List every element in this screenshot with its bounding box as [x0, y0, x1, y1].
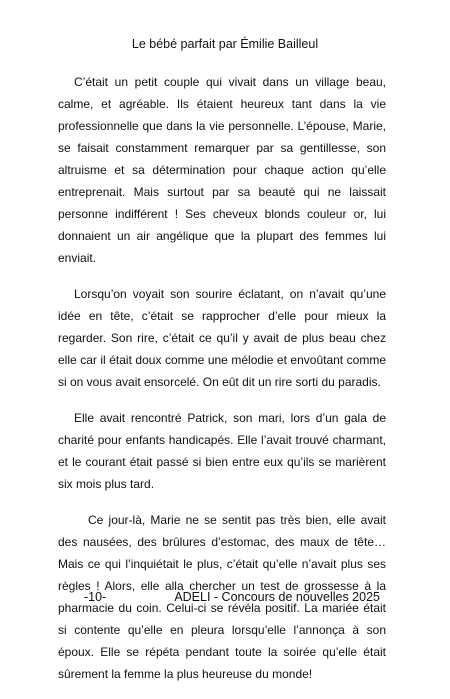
paragraph-4: Ce jour-là, Marie ne se sentit pas très bien, elle avait des nausées, des brûlures d’estomac, des maux de tête… Mais ce qui l’inquiétait le plus, c’était qu’elle n’avait plus ses règles ! Alors, elle alla chercher un test de grossesse à la pharmacie du coin. Celui-ci se révéla positif. La mariée était si contente qu’elle en pleura lorsqu’elle l’annonça à son époux. Elle se répéta pendant toute la soirée qu’elle était sûrement la femme la plus heureuse du monde! [58, 513, 386, 681]
page-number: -10- [84, 590, 107, 604]
paragraph-3: Elle avait rencontré Patrick, son mari, lors d’un gala de charité pour enfants handicapés. Elle l’avait trouvé charmant, et le courant était passé si bien entre eux qu’ils se marièrent six mois plus tard. [58, 411, 386, 491]
footer-source: ADELI - Concours de nouvelles 2025 [174, 590, 380, 604]
document-title: Le bébé parfait par Émilie Bailleul [131, 37, 319, 51]
paragraph-2: Lorsqu’on voyait son sourire éclatant, on n’avait qu’une idée en tête, c’était se rapprocher d’elle pour mieux la regarder. Son rire, c’était ce qu’il y avait de plus beau chez elle car il était doux comme une mélodie et envoûtant comme si on vous avait ensorcelé. On eût dit un rire sorti du paradis. [58, 287, 386, 389]
paragraph-1: C’était un petit couple qui vivait dans un village beau, calme, et agréable. Ils étaient heureux tant dans la vie professionnelle que dans la vie personnelle. L’épouse, Marie, se faisait constamment remarquer par sa gentillesse, son altruisme et sa détermination pour chaque action qu’elle entreprenait. Mais surtout par sa beauté qui ne laissait personne indifférent ! Ses cheveux blonds couleur or, lui donnaient un air angélique que la plupart des femmes lui enviait. [58, 75, 386, 265]
